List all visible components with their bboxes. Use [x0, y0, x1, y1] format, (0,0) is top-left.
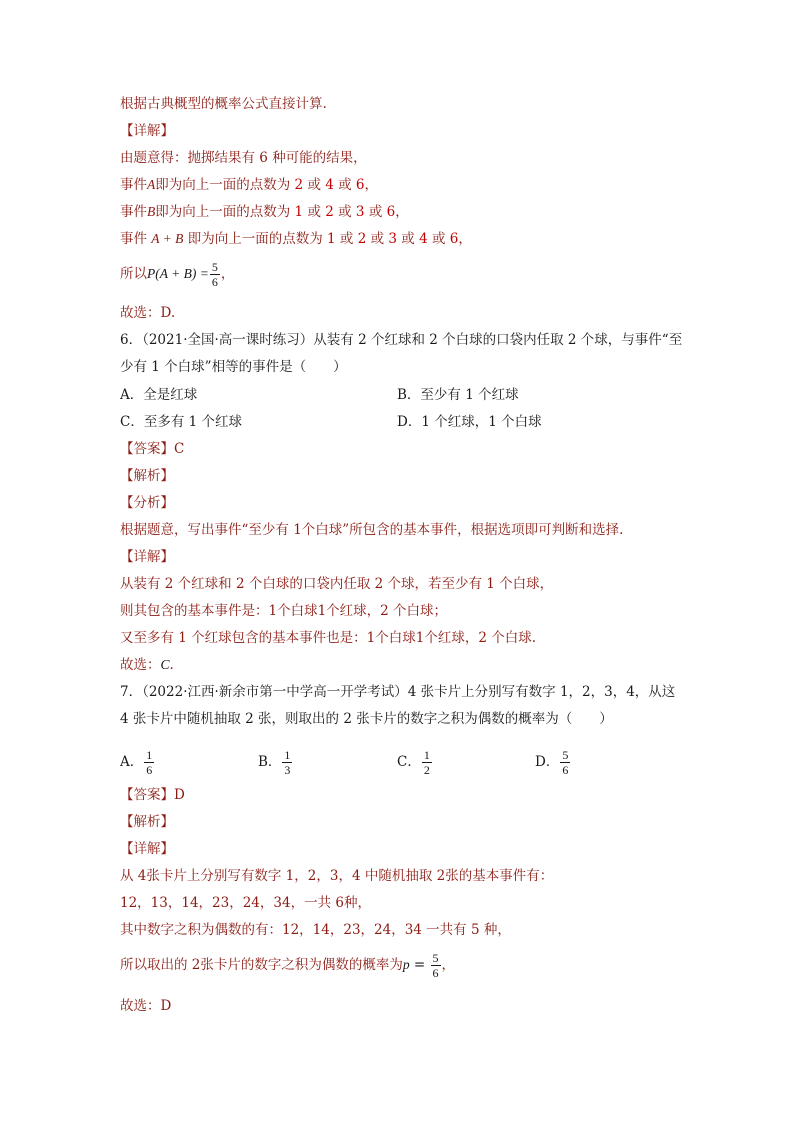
q7-answer	[120, 785, 185, 805]
numerator: 5	[562, 748, 569, 762]
text: ，	[220, 266, 235, 282]
detail-tag: 【详解】	[120, 123, 174, 139]
q6-fenxi-tag: 【分析】	[120, 495, 174, 511]
text: 事件	[120, 177, 147, 193]
text: ，	[364, 177, 379, 193]
text: 事件	[120, 204, 147, 220]
fraction	[282, 748, 292, 777]
text: 故选：	[120, 657, 161, 673]
text: 或	[338, 204, 352, 220]
number: 6	[355, 177, 365, 193]
answer-tag: 【答案】	[120, 787, 174, 803]
q6-fenxi-text: 根据题意，写出事件“至少有 1个白球”所包含的基本事件，根据选项即可判断和选择.	[120, 522, 624, 538]
option-label: B．	[258, 754, 282, 770]
numerator: 5	[432, 951, 439, 965]
event-variable: A	[147, 177, 156, 192]
text: 所以	[120, 266, 147, 282]
q7-option-c	[397, 748, 433, 777]
event-variable: B	[147, 204, 156, 219]
denominator: 2	[423, 763, 430, 777]
option-label: D．	[535, 754, 560, 770]
answer-line: 故选：D.	[120, 305, 176, 321]
denominator: 6	[146, 763, 153, 777]
q7-analysis-tag: 【解析】	[120, 814, 174, 830]
fraction	[144, 748, 154, 777]
fraction	[422, 748, 432, 777]
probability-line	[120, 260, 234, 289]
text: 或	[368, 204, 383, 220]
detail-line-1	[120, 148, 367, 168]
text: 或	[370, 231, 385, 247]
fraction	[560, 748, 570, 777]
numerator: 1	[284, 748, 291, 762]
fraction	[431, 951, 441, 980]
text: ，	[441, 957, 456, 973]
q7-detail-line-2: 12，13，14，23，24，34，一共 6种，	[120, 895, 371, 911]
text: 所以取出的 2张卡片的数字之积为偶数的概率为	[120, 957, 403, 973]
denominator: 6	[211, 275, 218, 289]
q6-option-d: D．1 个红球，1 个白球	[397, 414, 542, 430]
probability-variable: p	[402, 957, 410, 972]
number: 2	[294, 177, 304, 193]
event-variable: A + B	[151, 231, 184, 246]
q7-option-b	[258, 748, 293, 777]
number: 6	[386, 204, 396, 220]
q7-stem-line-1: 7．（2022·江西·新余市第一中学高一开学考试）4 张卡片上分别写有数字 1，2，3，4，从这	[120, 684, 676, 700]
q6-stem-line-1: 6．（2021·全国·高一课时练习）从装有 2 个红球和 2 个白球的口袋内任取 2 个球，与事件“至	[120, 332, 683, 348]
detail-line-4	[120, 229, 472, 249]
text: 即为向上一面的点数为	[187, 231, 323, 247]
number: 1	[327, 231, 336, 247]
q7-detail-line-1: 从 4张卡片上分别写有数字 1，2，3，4 中随机抽取 2张的基本事件有：	[120, 868, 554, 884]
text: 即为向上一面的点数为	[155, 204, 291, 220]
text: 由题意得：抛掷结果有	[120, 150, 255, 166]
q6-stem-line-2: 少有 1 个白球”相等的事件是（ ）	[120, 359, 347, 375]
answer-tag: 【答案】	[120, 441, 174, 457]
q6-detail-line-2: 则其包含的基本事件是：1个白球1个红球，2 个白球；	[120, 603, 448, 619]
option-label: A．	[120, 754, 144, 770]
q6-option-c: C．至多有 1 个红球	[120, 414, 243, 430]
text: 或	[401, 231, 415, 247]
q7-option-a	[120, 748, 155, 777]
number: 3	[388, 231, 397, 247]
number: 6	[259, 150, 268, 166]
number: 2	[325, 204, 334, 220]
fraction	[210, 260, 220, 289]
text: 或	[338, 177, 352, 193]
text: 事件	[120, 231, 147, 247]
number: 2	[357, 231, 367, 247]
number: 3	[355, 204, 365, 220]
text: 或	[307, 204, 321, 220]
q6-option-b: B．至少有 1 个红球	[397, 387, 519, 403]
number: 6	[449, 231, 459, 247]
denominator: 3	[284, 763, 291, 777]
q6-option-a: A．全是红球	[120, 387, 198, 403]
equals-sign: =	[409, 957, 430, 973]
text: 种可能的结果，	[272, 150, 367, 166]
text: ，	[395, 204, 409, 220]
number: 4	[325, 177, 334, 193]
q7-detail-line-3: 其中数字之积为偶数的有：12，14，23，24，34 一共有 5 种，	[120, 922, 511, 938]
text: ，	[458, 231, 472, 247]
q7-probability-line	[120, 951, 455, 980]
numerator: 1	[146, 748, 153, 762]
denominator: 6	[562, 763, 569, 777]
q7-answer-line: 故选：D	[120, 998, 172, 1014]
answer-value: C	[174, 441, 185, 457]
text: 或	[431, 231, 446, 247]
numerator: 5	[211, 260, 218, 274]
formula: P(A + B) =	[147, 266, 209, 281]
text: .	[169, 657, 174, 673]
text: 或	[307, 177, 321, 193]
text: 即为向上一面的点数为	[155, 177, 291, 193]
number: 4	[419, 231, 428, 247]
numerator: 1	[423, 748, 430, 762]
q7-option-d	[535, 748, 571, 777]
detail-line-3	[120, 202, 409, 222]
q6-detail-tag: 【详解】	[120, 549, 174, 565]
q6-detail-line-3: 又至多有 1 个红球包含的基本事件也是：1个白球1个红球，2 个白球.	[120, 630, 537, 646]
answer-letter: C	[160, 657, 170, 672]
number: 1	[294, 204, 304, 220]
hint-line: 根据古典概型的概率公式直接计算.	[120, 96, 327, 112]
detail-line-2	[120, 175, 378, 195]
q7-detail-tag: 【详解】	[120, 841, 174, 857]
denominator: 6	[432, 966, 439, 980]
option-label: C．	[397, 754, 421, 770]
q6-answer	[120, 439, 184, 459]
q6-detail-line-1: 从装有 2 个红球和 2 个白球的口袋内任取 2 个球，若至少有 1 个白球，	[120, 576, 554, 592]
q6-analysis-tag: 【解析】	[120, 468, 174, 484]
text: 或	[339, 231, 354, 247]
answer-value: D	[174, 787, 185, 803]
q7-stem-line-2: 4 张卡片中随机抽取 2 张，则取出的 2 张卡片的数字之积为偶数的概率为（ ）	[120, 711, 613, 727]
q6-answer-line	[120, 655, 174, 675]
